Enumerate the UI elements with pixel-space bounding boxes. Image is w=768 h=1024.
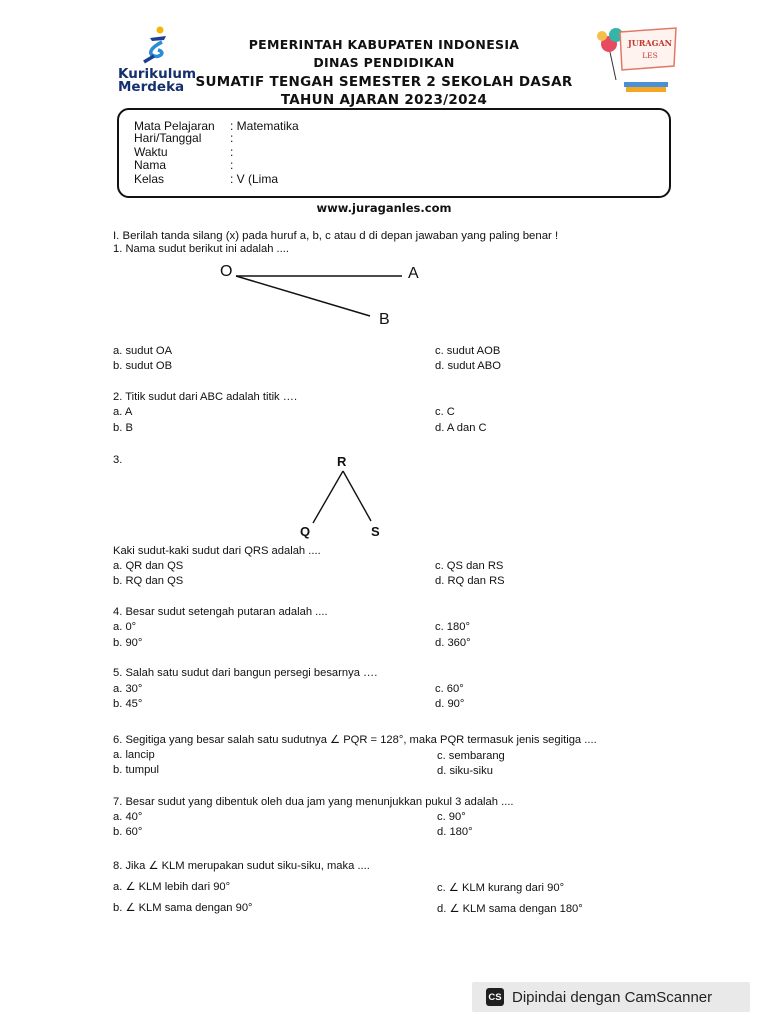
q3-label-r: R (337, 454, 347, 469)
q6-text: 6. Segitiga yang besar salah satu sudutnya ∠ PQR = 128°, maka PQR termasuk jenis segitiga .... (113, 734, 597, 746)
q3-option-d: d. RQ dan RS (435, 575, 505, 587)
camscanner-watermark (472, 982, 750, 1012)
name-value: : (230, 158, 234, 172)
logo-right-line2: LES (642, 51, 658, 60)
q3-text: Kaki sudut-kaki sudut dari QRS adalah .... (113, 545, 321, 557)
q2-text: 2. Titik sudut dari ABC adalah titik …. (113, 391, 298, 403)
q3-angle-figure (305, 465, 385, 530)
q3-label-s: S (371, 524, 380, 539)
q2-option-a: a. A (113, 406, 133, 418)
q6-option-c: c. sembarang (437, 750, 505, 762)
info-row-class (134, 172, 278, 186)
q2-option-b: b. B (113, 422, 133, 434)
q1-label-o: O (220, 263, 233, 280)
q1-option-a: a. sudut OA (113, 345, 173, 357)
q3-option-c: c. QS dan RS (435, 560, 504, 572)
q6-option-b: b. tumpul (113, 764, 160, 776)
q6-option-a: a. lancip (113, 749, 155, 761)
info-row-day (134, 131, 233, 145)
website-text: www.juraganles.com (316, 201, 452, 215)
q1-option-b: b. sudut OB (113, 360, 173, 372)
q8-option-b: b. ∠ KLM sama dengan 90° (113, 902, 253, 914)
q7-option-d: d. 180° (437, 826, 473, 838)
day-label: Hari/Tanggal (134, 131, 202, 145)
logo-right-line1: JURAGAN (628, 38, 672, 48)
q8-option-d: d. ∠ KLM sama dengan 180° (437, 903, 583, 915)
q5-option-a: a. 30° (113, 683, 143, 695)
day-value: : (230, 131, 234, 145)
q4-option-d: d. 360° (435, 637, 471, 649)
logo-left-line1: Kurikulum (118, 66, 197, 82)
q4-option-a: a. 0° (113, 621, 137, 633)
q1-label-b: B (379, 311, 390, 328)
q7-option-a: a. 40° (113, 811, 143, 823)
q1-option-c: c. sudut AOB (435, 345, 501, 357)
q2-option-c: c. C (435, 406, 455, 418)
q3-label-q: Q (300, 524, 311, 539)
camscanner-text: Dipindai dengan CamScanner (512, 988, 713, 1006)
q1-text: 1. Nama sudut berikut ini adalah .... (113, 243, 289, 255)
camscanner-icon: CS (486, 988, 504, 1006)
q8-option-c: c. ∠ KLM kurang dari 90° (437, 882, 565, 894)
q3-option-b: b. RQ dan QS (113, 575, 184, 587)
header-line1: PEMERINTAH KABUPATEN INDONESIA (248, 37, 520, 52)
q4-option-c: c. 180° (435, 621, 470, 633)
q5-option-d: d. 90° (435, 698, 465, 710)
q2-option-d: d. A dan C (435, 422, 487, 434)
class-label: Kelas (134, 172, 165, 186)
name-label: Nama (134, 158, 167, 172)
q5-option-c: c. 60° (435, 683, 464, 695)
q7-option-c: c. 90° (437, 811, 466, 823)
subject-label: Mata Pelajaran (134, 119, 215, 133)
q1-angle-figure (210, 260, 430, 335)
time-label: Waktu (134, 145, 168, 159)
header-line2: DINAS PENDIDIKAN (313, 55, 455, 70)
q4-text: 4. Besar sudut setengah putaran adalah .... (113, 606, 328, 618)
time-value: : (230, 145, 234, 159)
instruction-text: I. Berilah tanda silang (x) pada huruf a, b, c atau d di depan jawaban yang paling benar ! (113, 230, 559, 242)
header-line4: TAHUN AJARAN 2023/2024 (280, 92, 488, 108)
subject-value: : Matematika (230, 119, 299, 133)
info-row-name (134, 158, 233, 172)
q3-number: 3. (113, 454, 123, 466)
header-line3: SUMATIF TENGAH SEMESTER 2 SEKOLAH DASAR (195, 74, 573, 90)
q1-label-a: A (408, 265, 419, 282)
q3-option-a: a. QR dan QS (113, 560, 184, 572)
class-value: : V (Lima (230, 172, 279, 186)
logo-left-line2: Merdeka (118, 79, 185, 95)
q4-option-b: b. 90° (113, 637, 143, 649)
q6-option-d: d. siku-siku (437, 765, 493, 777)
q5-text: 5. Salah satu sudut dari bangun persegi besarnya …. (113, 667, 378, 679)
q7-option-b: b. 60° (113, 826, 143, 838)
q8-option-a: a. ∠ KLM lebih dari 90° (113, 881, 231, 893)
q1-option-d: d. sudut ABO (435, 360, 501, 372)
q8-text: 8. Jika ∠ KLM merupakan sudut siku-siku, maka .... (113, 860, 370, 872)
q7-text: 7. Besar sudut yang dibentuk oleh dua jam yang menunjukkan pukul 3 adalah .... (113, 796, 514, 808)
q5-option-b: b. 45° (113, 698, 143, 710)
info-row-time (134, 145, 233, 159)
